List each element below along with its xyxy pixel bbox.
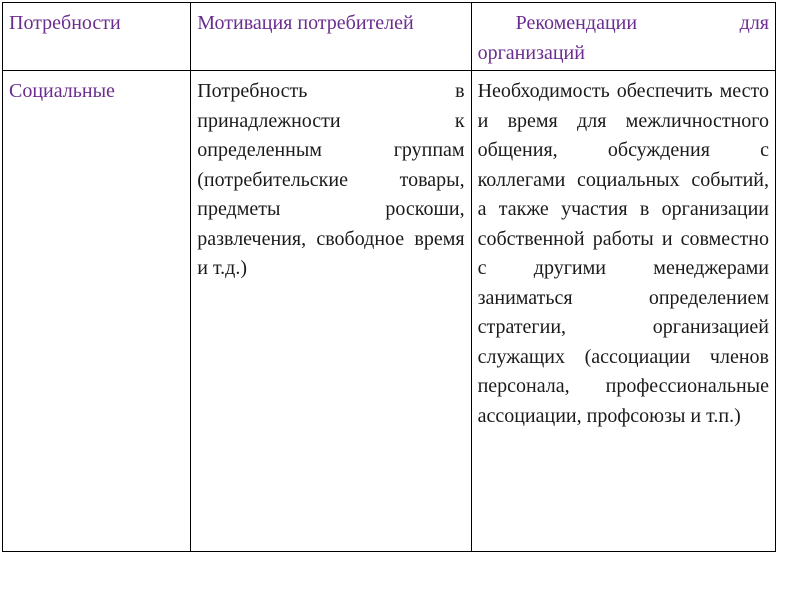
need-text: Социальные bbox=[9, 80, 115, 102]
table-row bbox=[3, 71, 776, 552]
needs-table bbox=[2, 2, 776, 552]
header-needs-label: Потребности bbox=[9, 12, 121, 34]
header-cell-needs bbox=[3, 3, 191, 71]
header-cell-recommendations bbox=[471, 3, 775, 71]
motivation-text: Потребность в принадлежности к определенным группам (потребительские товары, предметы роскоши, развлечения, свободное время и т.д.) bbox=[197, 80, 465, 279]
recommendation-text: Необходимость обеспечить место и время для межличностного общения, обсуждения с коллегами социальных событий, а также участия в организации собственной работы и совместно с другими менеджерами заниматься определением стратегии, организацией служащих (ассоциации членов персонала, профессиональные ассоциации, профсоюзы и т.п.) bbox=[477, 80, 769, 427]
header-cell-motivation bbox=[191, 3, 471, 71]
cell-recommendation bbox=[471, 71, 775, 552]
cell-need bbox=[3, 71, 191, 552]
cell-motivation bbox=[191, 71, 471, 552]
table-header-row bbox=[3, 3, 776, 71]
header-recommendations-label: Рекомендации для организаций bbox=[477, 12, 769, 64]
header-motivation-label: Мотивация потребителей bbox=[197, 12, 414, 34]
